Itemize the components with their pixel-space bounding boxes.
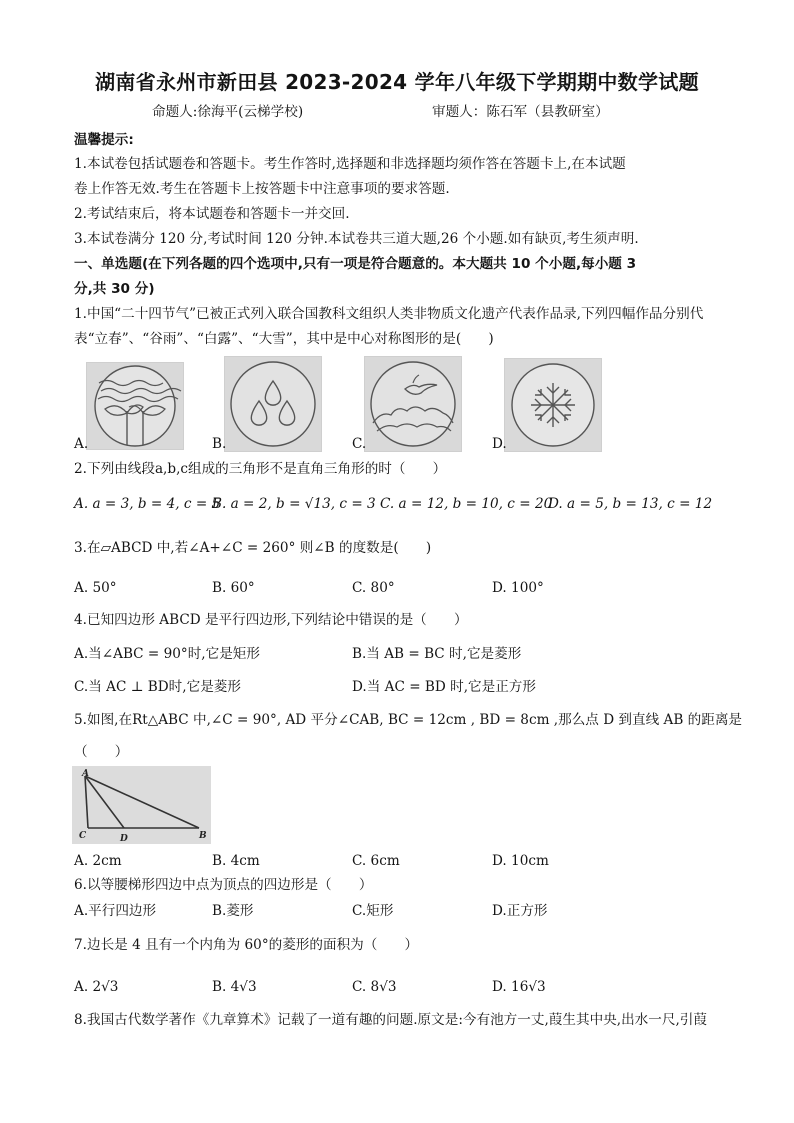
q3-option-c: C. 80° <box>352 580 395 596</box>
q3-option-d: D. 100° <box>492 580 544 596</box>
q1-option-d-label: D. <box>492 436 507 452</box>
q5-triangle-figure <box>72 766 211 844</box>
question-7: 7.边长是 4 且有一个内角为 60°的菱形的面积为（ ） <box>74 937 419 953</box>
q4-option-c: C.当 AC ⊥ BD时,它是菱形 <box>74 679 241 695</box>
question-3: 3.在▱ABCD 中,若∠A+∠C = 260° 则∠B 的度数是( ) <box>74 540 432 556</box>
tip-1-line-1: 1.本试卷包括试题卷和答题卡。考生作答时,选择题和非选择题均须作答在答题卡上,在本试题 <box>74 156 626 172</box>
option-a-spring-image <box>86 362 184 450</box>
tip-2: 2.考试结束后，将本试题卷和答题卡一并交回. <box>74 206 350 222</box>
q6-option-a: A.平行四边形 <box>74 903 157 919</box>
q2-option-d: D. a = 5, b = 13, c = 12 <box>548 496 713 512</box>
question-1-line-2: 表“立春”、“谷雨”、“白露”、“大雪”，其中是中心对称图形的是( ) <box>74 331 494 347</box>
q7-option-c: C. 8√3 <box>352 979 397 995</box>
q4-option-a: A.当∠ABC = 90°时,它是矩形 <box>74 646 260 662</box>
question-5-line-2: （ ） <box>74 744 129 760</box>
q7-option-d: D. 16√3 <box>492 979 546 995</box>
vertex-d-label: D <box>120 834 128 844</box>
q5-option-a: A. 2cm <box>74 853 122 869</box>
vertex-a-label: A <box>82 769 89 779</box>
vertex-b-label: B <box>199 831 207 841</box>
question-2: 2.下列由线段a,b,c组成的三角形不是直角三角形的时（ ） <box>74 461 447 477</box>
setter-line: 命题人:徐海平(云梯学校) <box>152 104 304 120</box>
option-d-great-snow-image <box>504 358 602 452</box>
q5-option-b: B. 4cm <box>212 853 260 869</box>
q4-option-b: B.当 AB = BC 时,它是菱形 <box>352 646 522 662</box>
q5-option-d: D. 10cm <box>492 853 549 869</box>
q1-option-a-label: A. <box>74 436 89 452</box>
vertex-c-label: C <box>79 831 87 841</box>
q3-option-a: A. 50° <box>74 580 117 596</box>
tip-1-line-2: 卷上作答无效.考生在答题卡上按答题卡中注意事项的要求答题. <box>74 181 450 197</box>
question-5-line-1: 5.如图,在Rt△ABC 中,∠C = 90°, AD 平分∠CAB, BC = 12cm , BD = 8cm ,那么点 D 到直线 AB 的距离是 <box>74 712 743 728</box>
q2-option-a: A. a = 3, b = 4, c = 5 <box>74 496 221 512</box>
q5-option-c: C. 6cm <box>352 853 400 869</box>
tips-heading: 温馨提示: <box>74 132 134 148</box>
option-b-grain-rain-image <box>224 356 322 452</box>
question-4: 4.已知四边形 ABCD 是平行四边形,下列结论中错误的是（ ） <box>74 612 468 628</box>
q2-option-c: C. a = 12, b = 10, c = 20 <box>380 496 553 512</box>
question-6: 6.以等腰梯形四边中点为顶点的四边形是（ ） <box>74 877 373 893</box>
q4-option-d: D.当 AC = BD 时,它是正方形 <box>352 679 536 695</box>
q6-option-b: B.菱形 <box>212 903 254 919</box>
reviewer-line: 审题人：陈石军（县教研室） <box>432 104 609 120</box>
tip-3: 3.本试卷满分 120 分,考试时间 120 分钟.本试卷共三道大题,26 个小题.如有缺页,考生须声明. <box>74 231 639 247</box>
option-c-white-dew-image <box>364 356 462 452</box>
q1-option-c-label: C. <box>352 436 367 452</box>
q2-option-b: B. a = 2, b = √13, c = 3 <box>212 496 376 512</box>
question-8-line-1: 8.我国古代数学著作《九章算术》记载了一道有趣的问题.原文是:今有池方一丈,葭生其中央,出水一尺,引葭 <box>74 1012 707 1028</box>
question-1-line-1: 1.中国“二十四节气”已被正式列入联合国教科文组织人类非物质文化遗产代表作品录,下列四幅作品分别代 <box>74 306 704 322</box>
q6-option-c: C.矩形 <box>352 903 394 919</box>
q6-option-d: D.正方形 <box>492 903 548 919</box>
exam-title: 湖南省永州市新田县 2023-2024 学年八年级下学期期中数学试题 <box>95 70 699 94</box>
q7-option-b: B. 4√3 <box>212 979 257 995</box>
q3-option-b: B. 60° <box>212 580 255 596</box>
section-1-heading-line-2: 分,共 30 分) <box>74 281 155 297</box>
q7-option-a: A. 2√3 <box>74 979 119 995</box>
section-1-heading-line-1: 一、单选题(在下列各题的四个选项中,只有一项是符合题意的。本大题共 10 个小题,每小题 3 <box>74 256 637 272</box>
q1-option-b-label: B. <box>212 436 227 452</box>
